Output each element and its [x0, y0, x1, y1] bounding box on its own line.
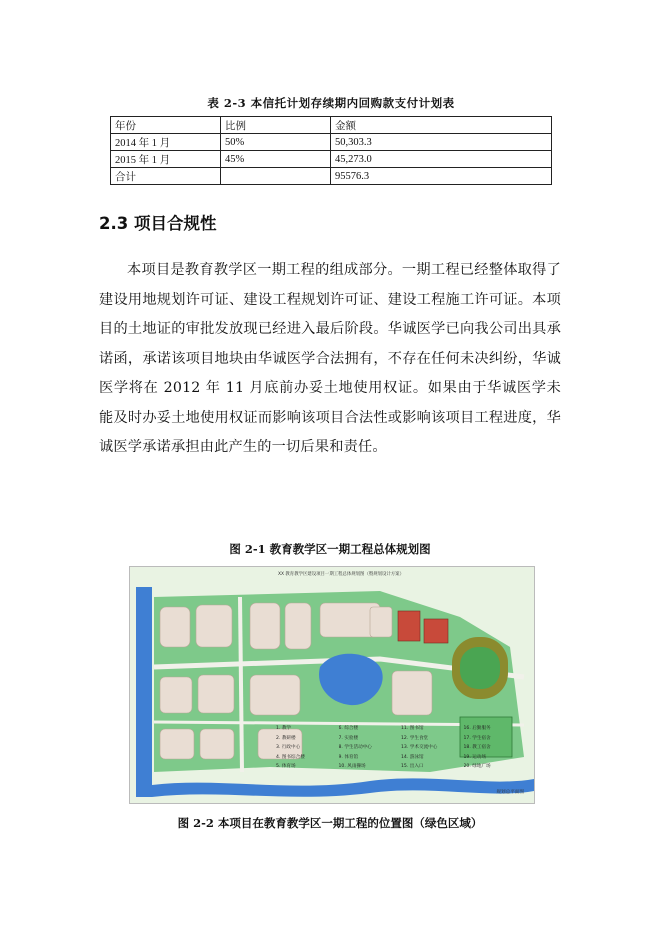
legend-item: 14. 游泳馆: [401, 754, 424, 760]
table-caption: 表 2-3 本信托计划存续期内回购款支付计划表: [207, 96, 455, 110]
road-north-south: [240, 597, 242, 772]
river-west: [136, 587, 152, 797]
cell-ratio: 45%: [221, 151, 331, 168]
cell-year: 2015 年 1 月: [111, 151, 221, 168]
legend-item: 8. 学生活动中心: [338, 745, 372, 750]
table-row: [111, 134, 552, 151]
legend-item: 17. 学生宿舍: [463, 735, 491, 741]
cell-total-label: 合计: [111, 168, 221, 185]
legend-item: 16. 后勤服务: [463, 726, 491, 731]
map-legend: [276, 725, 526, 801]
legend-item: 11. 图书馆: [401, 726, 424, 731]
legend-item: 20. 绿地广场: [463, 764, 491, 769]
figure1-caption: 图 2-1 教育教学区一期工程总体规划图: [229, 542, 431, 556]
cell-ratio: 50%: [221, 134, 331, 151]
legend-item: 4. 图书综合楼: [276, 754, 305, 760]
legend-item: 7. 实验楼: [338, 735, 359, 741]
legend-item: 6. 综合楼: [338, 726, 359, 731]
legend-item: 9. 体育馆: [338, 754, 359, 760]
legend-item: 1. 教学: [276, 726, 292, 731]
header-year: 年份: [111, 117, 221, 134]
legend-item: 19. 运动场: [463, 754, 487, 760]
map-title: XX 教育教学区建设项目一期工程总体规划图（暨规划设计方案）: [278, 572, 404, 577]
sports-field: [452, 637, 508, 699]
legend-item: 13. 学术交流中心: [401, 745, 438, 750]
cell-amount: 45,273.0: [331, 151, 552, 168]
legend-item: 5. 体育场: [276, 764, 296, 769]
header-amount: 金额: [331, 117, 552, 134]
table-total-row: [111, 168, 552, 185]
section-heading: 2.3 项目合规性: [99, 214, 217, 233]
legend-item: 10. 风雨操场: [338, 764, 366, 769]
building-cluster-north: [320, 603, 392, 637]
map-scale-label: 规划总平面图: [496, 790, 524, 795]
legend-item: 3. 行政中心: [276, 745, 301, 750]
header-ratio: 比例: [221, 117, 331, 134]
section-paragraph: 本项目是教育教学区一期工程的组成部分。一期工程已经整体取得了建设用地规划许可证、建设工程规划许可证、建设工程施工许可证。本项目的土地证的审批发放现已经进入最后阶段。华诚医学已向我公司出具承诺函，承诺该项目地块由华诚医学合法拥有，不存在任何未决纠纷，华诚医学将在 2012 年 11 月底前办妥土地使用权证。如果由于华诚医学未能及时办妥土地使用权证而影响该项目合法性或影响该项目工程进度，华诚医学承诺承担由此产生的一切后果和责任。: [99, 262, 561, 455]
cell-total-amount: 95576.3: [331, 168, 552, 185]
campus-master-plan-map: [129, 566, 535, 804]
cell-total-ratio: [221, 168, 331, 185]
legend-item: 2. 教研楼: [276, 735, 296, 741]
legend-item: 15. 出入口: [401, 764, 424, 769]
table-row: [111, 151, 552, 168]
legend-item: 12. 学生食堂: [401, 735, 429, 741]
figure2-caption: 图 2-2 本项目在教育教学区一期工程的位置图（绿色区域）: [177, 816, 483, 830]
table-header-row: [111, 117, 552, 134]
cell-amount: 50,303.3: [331, 134, 552, 151]
cell-year: 2014 年 1 月: [111, 134, 221, 151]
legend-item: 18. 教工宿舍: [463, 745, 491, 750]
repurchase-plan-table: [110, 116, 552, 185]
